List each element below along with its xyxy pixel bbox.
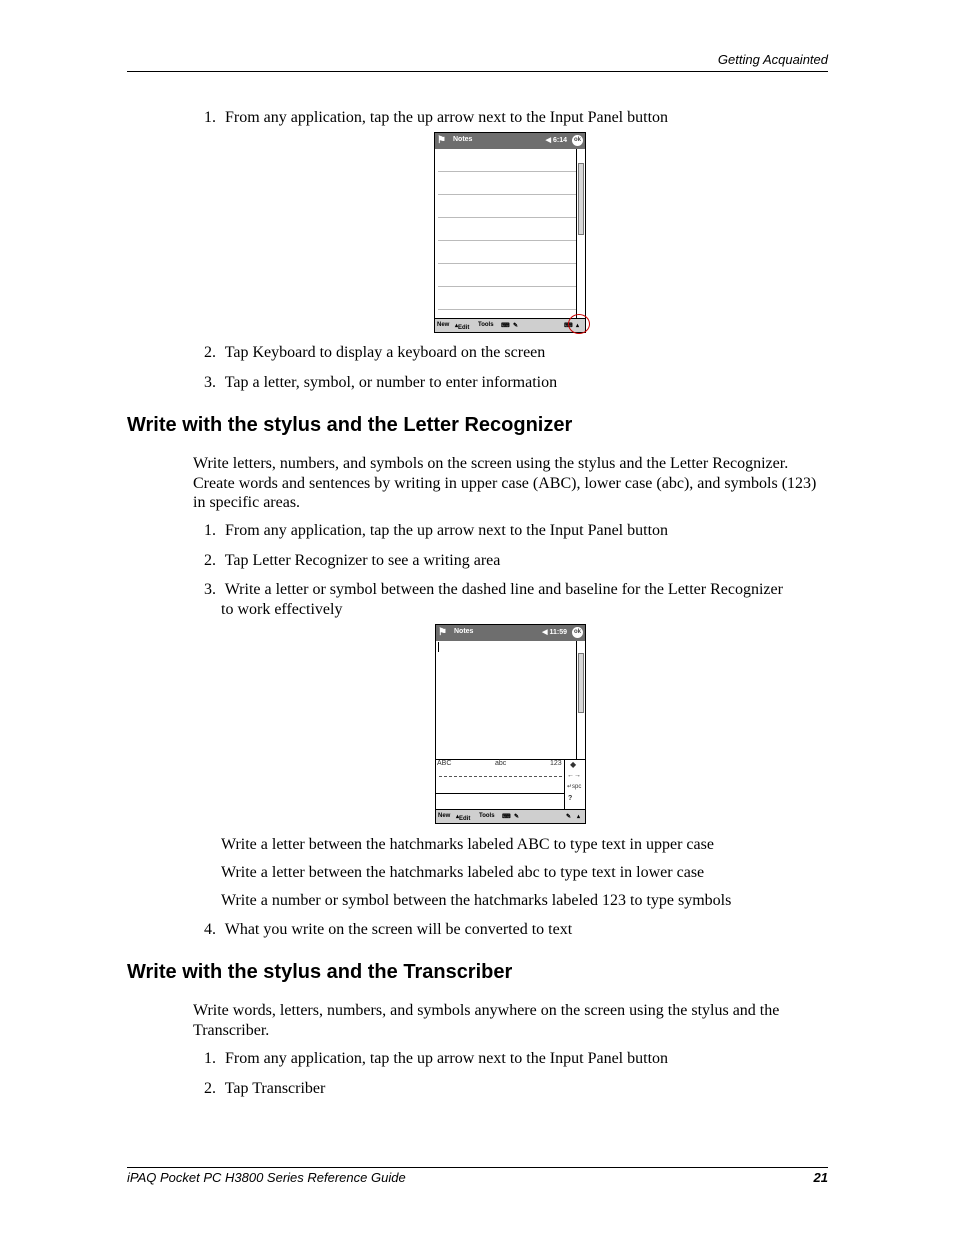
area-label-lower: abc (495, 760, 507, 767)
list-item: 2. Tap Transcriber (204, 1080, 326, 1097)
enter-space-icon: ↵spc (567, 784, 582, 790)
scroll-thumb (578, 653, 584, 713)
baseline (436, 793, 564, 794)
arrow-keys-icon: ←→ (567, 772, 581, 779)
sub-item: Write a letter between the hatchmarks labeled abc to type text in lower case (221, 864, 705, 881)
list-item: 1. From any application, tap the up arrow next to the Input Panel button (204, 1050, 669, 1067)
menu-bar (436, 809, 585, 823)
windows-flag-icon: ⚑ (438, 627, 447, 638)
section-heading: Write with the stylus and the Letter Recognizer (127, 414, 573, 436)
title-bar (435, 133, 585, 149)
input-panel-pen-icon: ✎ (566, 814, 572, 820)
scrollbar (576, 149, 585, 318)
menu-tools: Tools (478, 322, 494, 328)
scroll-thumb (578, 163, 584, 235)
menu-new: New (438, 813, 451, 819)
speaker-clock: ◀ 11:59 (542, 629, 567, 636)
list-item: 1. From any application, tap the up arrow next to the Input Panel button (204, 109, 669, 126)
pen-icon: ✎ (513, 323, 519, 329)
page-number: 21 (813, 1170, 828, 1185)
list-item-continuation: to work effectively (221, 601, 343, 618)
up-arrow-icon: ▴ (577, 814, 581, 820)
up-arrow-icon: ▴ (576, 323, 580, 329)
intro-paragraph: Write letters, numbers, and symbols on the screen using the stylus and the Letter Recognizer. Create words and sentences by writing in upper case (ABC), lower case (abc), and symbols (123) in specific areas. (193, 455, 817, 511)
header-rule (127, 71, 828, 72)
windows-flag-icon: ⚑ (437, 135, 446, 146)
text-cursor (438, 642, 439, 652)
area-label-symbols: 123 (550, 760, 562, 767)
list-item: 2. Tap Letter Recognizer to see a writing area (204, 552, 501, 569)
list-item: 2. Tap Keyboard to display a keyboard on the screen (204, 344, 546, 361)
list-item: 1. From any application, tap the up arrow next to the Input Panel button (204, 522, 669, 539)
running-header: Getting Acquainted (717, 52, 828, 67)
list-item: 4. What you write on the screen will be converted to text (204, 921, 573, 938)
notes-screenshot-keyboard (434, 132, 586, 333)
ok-button: ok (572, 627, 583, 638)
highlight-circle (568, 314, 590, 334)
list-item: 3. Write a letter or symbol between the dashed line and baseline for the Letter Recognizer (204, 581, 783, 598)
scrollbar (576, 641, 585, 759)
footer-title: iPAQ Pocket PC H3800 Series Reference Guide (127, 1170, 406, 1185)
pen-icon: ✎ (514, 814, 520, 820)
area-label-upper: ABC (437, 760, 452, 767)
intro-paragraph: Write words, letters, numbers, and symbols anywhere on the screen using the stylus and the Transcriber. (193, 1002, 780, 1039)
menu-tools: Tools (479, 813, 495, 819)
app-title: Notes (453, 136, 473, 143)
input-panel-icon: ⌨ (564, 323, 573, 329)
notes-screenshot-letter-recognizer (435, 624, 586, 824)
menu-bar (435, 318, 585, 332)
speaker-clock: ◀ 6:14 (545, 137, 567, 144)
ok-button: ok (572, 135, 583, 146)
app-title: Notes (454, 628, 474, 635)
sub-item: Write a letter between the hatchmarks labeled ABC to type text in upper case (221, 836, 714, 853)
list-item: 3. Tap a letter, symbol, or number to enter information (204, 374, 558, 391)
keyboard-icon: ⌨ (501, 323, 510, 329)
menu-new: New (437, 322, 450, 328)
menu-edit: ▴ Edit (456, 814, 471, 822)
keyboard-icon: ⌨ (502, 814, 511, 820)
menu-edit: ▴ Edit (455, 323, 470, 331)
dashed-guide-line (439, 776, 562, 777)
help-icon: ? (568, 795, 573, 802)
footer-rule (127, 1167, 828, 1168)
section-heading: Write with the stylus and the Transcriber (127, 961, 513, 983)
title-bar (436, 625, 585, 641)
backspace-icon: ◆ (570, 760, 577, 769)
sub-item: Write a number or symbol between the hatchmarks labeled 123 to type symbols (221, 892, 732, 909)
